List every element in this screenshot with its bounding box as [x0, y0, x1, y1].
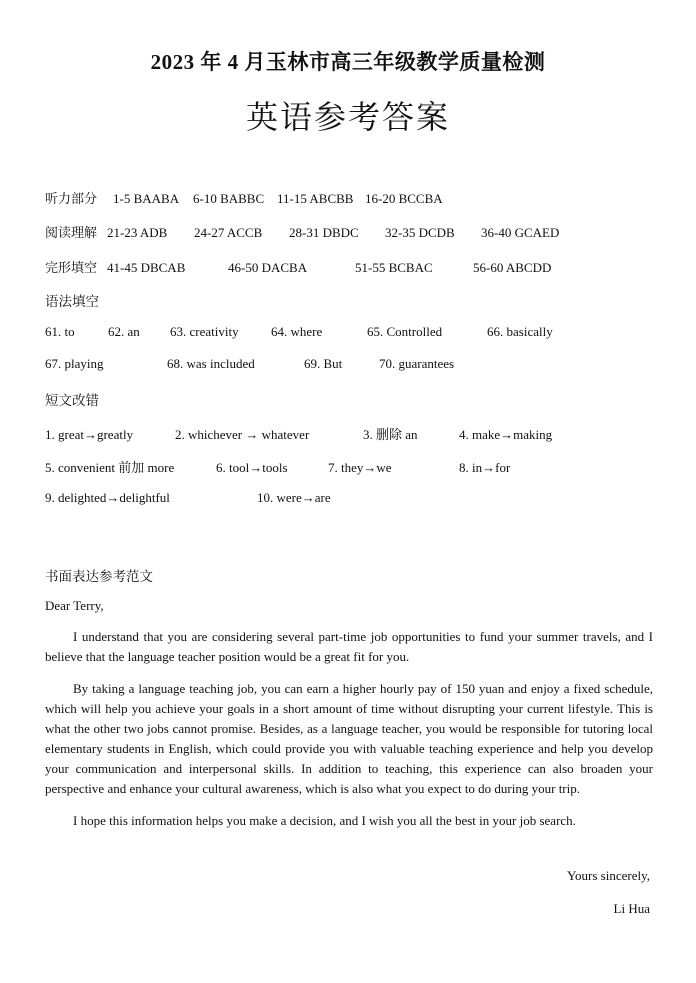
correction-item: 7. they→we — [328, 460, 392, 475]
salutation: Dear Terry, — [45, 598, 104, 613]
answer-group: 32-35 DCDB — [385, 225, 455, 240]
answer-item: 65. Controlled — [367, 324, 443, 339]
answer-item: 61. to — [45, 324, 75, 339]
grammar-row-2 — [45, 356, 454, 372]
answer-item: 63. creativity — [170, 324, 239, 339]
answer-group: 56-60 ABCDD — [473, 260, 552, 275]
answer-group: 24-27 ACCB — [194, 225, 263, 240]
answer-item: 68. was included — [167, 356, 255, 371]
correction-row-2 — [45, 457, 510, 476]
reading-row — [45, 222, 559, 241]
answer-group: 41-45 DBCAB — [107, 260, 186, 275]
cloze-row — [45, 257, 551, 276]
answer-group: 28-31 DBDC — [289, 225, 359, 240]
answer-item: 69. But — [304, 356, 343, 371]
essay-paragraph-2: By taking a language teaching job, you can earn a higher hourly pay of 150 yuan and enjoy a fixed schedule, which will help you achieve your goals in a short amount of time without disrupting your current lifestyle. This is what the other two jobs cannot promise. Besides, as a language teacher, you would be responsible for tutoring local elementary students in English, which could provide you with valuable teaching experience and help you develop your communication and interpersonal skills. In addition to teaching, this experience can also broaden your perspective and enhance your cultural awareness, which is also what you expect to do during your trip. — [45, 681, 653, 796]
answer-item: 70. guarantees — [379, 356, 455, 371]
correction-item: 6. tool→tools — [216, 460, 288, 475]
essay-body — [45, 627, 653, 831]
page-title: 英语参考答案 — [245, 99, 450, 135]
writing-heading: 书面表达参考范文 — [45, 569, 153, 584]
answer-item: 66. basically — [487, 324, 553, 339]
answer-item: 64. where — [271, 324, 323, 339]
answer-group: 6-10 BABBC — [193, 191, 265, 206]
listening-row — [45, 188, 443, 207]
answer-group: 51-55 BCBAC — [355, 260, 433, 275]
answer-group: 16-20 BCCBA — [365, 191, 443, 206]
correction-row-1 — [45, 424, 552, 443]
correction-item: 8. in→for — [459, 460, 511, 475]
grammar-row-1 — [45, 324, 553, 340]
correction-row-3 — [45, 490, 331, 506]
closing-line: Yours sincerely, — [566, 868, 650, 883]
answer-item: 62. an — [108, 324, 140, 339]
answer-group: 36-40 GCAED — [481, 225, 560, 240]
correction-heading: 短文改错 — [45, 393, 99, 408]
correction-item: 2. whichever → whatever — [175, 427, 310, 442]
answer-group: 1-5 BAABA — [113, 191, 180, 206]
correction-item: 4. make→making — [459, 427, 553, 442]
answer-item: 67. playing — [45, 356, 104, 371]
answer-group: 11-15 ABCBB — [277, 191, 354, 206]
correction-item: 3. 删除 an — [363, 427, 418, 442]
essay-paragraph-1: I understand that you are considering several part-time job opportunities to fund your summer travels, and I believe that the language teacher position would be a great fit for you. — [45, 629, 653, 664]
cloze-label: 完形填空 — [45, 260, 98, 275]
answer-group: 46-50 DACBA — [228, 260, 308, 275]
exam-title: 2023 年 4 月玉林市高三年级教学质量检测 — [150, 50, 546, 74]
signature: Li Hua — [613, 901, 650, 916]
correction-item: 10. were→are — [257, 490, 331, 505]
correction-item: 9. delighted→delightful — [45, 490, 170, 505]
answer-group: 21-23 ADB — [107, 225, 168, 240]
listening-label: 听力部分 — [45, 191, 98, 206]
correction-item: 1. great→greatly — [45, 427, 134, 442]
essay-paragraph-3: I hope this information helps you make a decision, and I wish you all the best in your job search. — [73, 813, 576, 828]
reading-label: 阅读理解 — [45, 225, 98, 240]
grammar-heading: 语法填空 — [45, 294, 99, 309]
correction-item: 5. convenient 前加 more — [45, 460, 175, 475]
